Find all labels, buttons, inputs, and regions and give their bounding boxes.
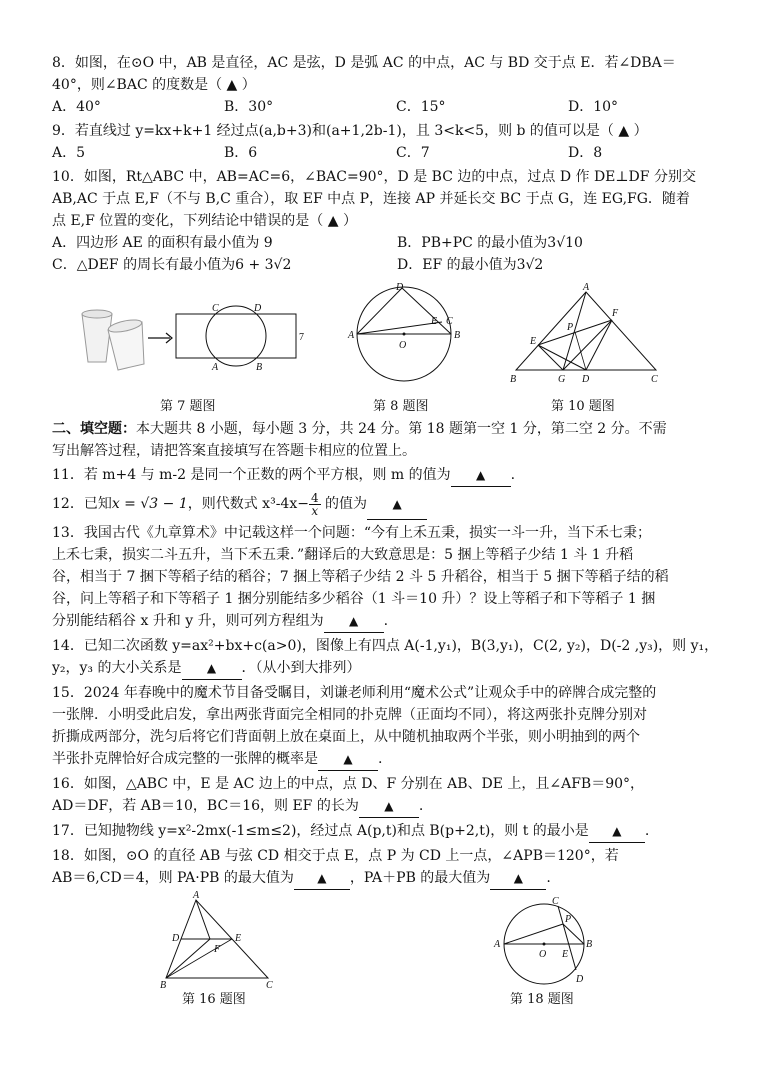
fig10-label-c: C <box>651 374 658 385</box>
q15-line1: 15．2024 年春晚中的魔术节目备受瞩目，刘谦老师利用“魔术公式”让观众手中的碎牌合成完整的 <box>52 685 657 701</box>
q13-line5 <box>52 610 712 633</box>
q13-line5-text: 分别能结稻谷 x 升和 y 升，则可列方程组为 <box>52 613 324 629</box>
fig16-label-a: A <box>193 890 200 901</box>
q18-line2 <box>52 867 712 890</box>
fig8-label-e: E <box>431 316 438 327</box>
q13-line4: 谷，问上等稻子和下等稻子 1 捆分别能结多少稻谷（1 斗＝10 升）？设上等稻子和下等稻子 1 捆 <box>52 591 656 607</box>
q13-answer-blank: ▲ <box>324 610 384 633</box>
fig8-label-d: D <box>396 282 404 293</box>
q8-option-a: A．40° <box>52 99 101 115</box>
fig8-label-b: B <box>454 330 461 341</box>
fig7-label-b: B <box>256 362 263 373</box>
q10-line1: 10．如图，Rt△ABC 中，AB=AC=6，∠BAC=90°，D 是 BC 边的中点，过点 D 作 DE⊥DF 分别交 <box>52 169 696 185</box>
figures-row-2-svg <box>0 890 760 990</box>
fig8-caption: 第 8 题图 <box>373 399 429 414</box>
q15-line4-text: 半张扑克牌恰好合成完整的一张牌的概率是 <box>52 751 318 767</box>
fig10-label-p: P <box>567 322 574 333</box>
q18-end: . <box>546 870 551 886</box>
q16-line2-pre: AD＝DF，若 AB＝10，BC＝16，则 EF 的长为 <box>52 798 359 814</box>
q8-line2: 40°，则∠BAC 的度数是（ ▲ ） <box>52 77 256 93</box>
fig18-label-o: O <box>539 949 547 960</box>
q12-mid: ，则代数式 x³-4x− <box>187 496 309 512</box>
q12-expr: x = √3 − 1 <box>111 496 188 512</box>
q18-line2-mid: ，PA＋PB 的最大值为 <box>349 870 491 886</box>
fig18-label-p: P <box>565 914 572 925</box>
fig18-label-a: A <box>494 939 501 950</box>
figures-row-1 <box>0 282 760 417</box>
q16-end: . <box>418 798 424 814</box>
q10-line2: AB,AC 于点 E,F（不与 B,C 重合），取 EF 中点 P，连接 AP 并延长交 BC 于点 G，连 EG,FG．随着 <box>52 191 690 207</box>
q13-line2: 上禾七秉，损实二斗五升，当下禾五秉．”翻译后的大致意思是：5 捆上等稻子少结 1 斗 1 升稻 <box>52 547 634 563</box>
q10-options-row2 <box>52 254 712 276</box>
fig10-label-e: E <box>530 336 537 347</box>
fig7-label-c: C <box>212 303 219 314</box>
q8-option-b: B．30° <box>224 99 274 115</box>
q10-option-d: D．EF 的最小值为3√2 <box>397 257 544 273</box>
q18-line1: 18．如图，⊙O 的直径 AB 与弦 CD 相交于点 E，点 P 为 CD 上一点，∠APB＝120°，若 <box>52 848 619 864</box>
q17-answer-blank: ▲ <box>589 820 645 843</box>
q9-line1: 9．若直线过 y=kx+k+1 经过点(a,b+3)和(a+1,2b-1)，且 3<k<5，则 b 的值可以是（ ▲ ） <box>52 123 648 139</box>
q14-line2-pre: y₂，y₃ 的大小关系是 <box>52 660 182 676</box>
q8-line1: 8．如图，在⊙O 中，AB 是直径，AC 是弦，D 是弧 AC 的中点，AC 与 BD 交于点 E．若∠DBA＝ <box>52 55 676 71</box>
q14-line1: 14．已知二次函数 y=ax²+bx+c(a>0)，图像上有四点 A(-1,y₁)，B(3,y₁)，C(2, y₂)，D(-2 ,y₃)，则 y₁， <box>52 638 719 654</box>
q14-line2 <box>52 657 712 680</box>
fig10-label-g: G <box>558 374 566 385</box>
q16-answer-blank: ▲ <box>359 795 419 818</box>
fig7-label-a: A <box>212 362 219 373</box>
fig7-rectangle <box>176 314 296 358</box>
q10-line3: 点 E,F 位置的变化，下列结论中错误的是（ ▲ ） <box>52 213 357 229</box>
fig10-label-f: F <box>612 308 619 319</box>
q17-text: 17．已知抛物线 y=x²-2mx(-1≤m≤2)，经过点 A(p,t)和点 B(p+2,t)，则 t 的最小是 <box>52 823 589 839</box>
q12-fraction <box>309 492 321 517</box>
section2-title: 二、填空题： <box>52 421 136 437</box>
q9-option-a: A．5 <box>52 145 86 161</box>
figure-7 <box>0 282 760 392</box>
q15-line2: 一张牌．小明受此启发，拿出两张背面完全相同的扑克牌（正面均不同），将这两张扑克牌分别对 <box>52 707 647 723</box>
fig16-caption: 第 16 题图 <box>182 992 246 1007</box>
fig10-caption: 第 10 题图 <box>551 399 615 414</box>
section2-line2: 写出解答过程，请把答案直接填写在答题卡相应的位置上。 <box>52 443 416 459</box>
figure-8 <box>347 282 460 381</box>
figure-18 <box>493 896 592 985</box>
exam-page-lower <box>52 418 719 890</box>
q10-option-c: C．△DEF 的周长有最小值为6 + 3√2 <box>52 257 292 273</box>
q16-line2 <box>52 795 712 818</box>
fig8-label-o: O <box>399 340 407 351</box>
fig7-circle <box>206 306 266 366</box>
fig16-label-c: C <box>266 980 273 990</box>
q9-options <box>52 142 712 164</box>
q8-option-c: C．15° <box>396 99 446 115</box>
section2-line1 <box>52 418 712 440</box>
q15-end: . <box>378 751 383 767</box>
fig10-label-b: B <box>510 374 517 385</box>
q14-answer-blank: ▲ <box>182 657 242 680</box>
fig10-label-a: A <box>583 282 590 293</box>
fig18-label-e: E <box>562 949 569 960</box>
figures-row-2 <box>0 890 760 1010</box>
q11-end: . <box>510 467 516 483</box>
q11 <box>52 464 712 487</box>
paper-cups-icon <box>82 310 144 370</box>
fig16-label-d: D <box>172 933 180 944</box>
q15-answer-blank: ▲ <box>318 748 378 771</box>
q13-line3: 谷，相当于 7 捆下等稻子结的稻谷；7 捆上等稻子少结 2 斗 5 升稻谷，相当于 5 捆下等稻子结的稻 <box>52 569 669 585</box>
q8-options <box>52 96 712 118</box>
fig7-label-7: 7 <box>299 332 304 343</box>
fig8-label-a: A <box>348 330 355 341</box>
fig16-label-e: E <box>235 933 242 944</box>
q12-frac-den: x <box>311 503 319 518</box>
q18-line2-pre: AB＝6,CD＝4，则 PA·PB 的最大值为 <box>52 870 294 886</box>
fig18-caption: 第 18 题图 <box>510 992 574 1007</box>
q9-option-b: B．6 <box>224 145 258 161</box>
q14-line2-post: ．（从小到大排列） <box>241 660 361 676</box>
fig7-caption: 第 7 题图 <box>160 399 216 414</box>
q15-line4 <box>52 748 712 771</box>
q12-answer-blank: ▲ <box>367 489 427 520</box>
fig10-label-d: D <box>582 374 590 385</box>
q13-end: . <box>383 613 389 629</box>
q12-pre: 12．已知 <box>52 496 112 512</box>
figure-16 <box>160 890 273 990</box>
q9-option-c: C．7 <box>396 145 430 161</box>
q17 <box>52 820 712 843</box>
arrow-icon <box>148 333 172 343</box>
q17-end: . <box>644 823 650 839</box>
figure-10 <box>510 282 658 385</box>
q13-line1: 13．我国古代《九章算术》中记载这样一个问题：“今有上禾五秉，损实一斗一升，当下禾七秉； <box>52 525 651 541</box>
section2-line1-text: 本大题共 8 小题，每小题 3 分，共 24 分。第 18 题第一空 1 分，第二空 2 分。不需 <box>136 421 667 437</box>
q16-line1: 16．如图，△ABC 中，E 是 AC 边上的中点，点 D、F 分别在 AB、DE 上，且∠AFB＝90°， <box>52 776 645 792</box>
q15-line3: 折撕成两部分，洗匀后将它们背面朝上放在桌面上，从中随机抽取两个半张，则小明抽到的两个 <box>52 729 640 745</box>
fig18-label-d: D <box>576 974 584 985</box>
q10-option-b: B．PB+PC 的最小值为3√10 <box>397 235 583 251</box>
q18-answer-blank-1: ▲ <box>294 867 350 890</box>
q12-frac-num: 4 <box>310 490 319 505</box>
fig18-label-c: C <box>552 896 559 907</box>
fig18-label-b: B <box>586 939 593 950</box>
q11-answer-blank: ▲ <box>451 464 511 487</box>
q9-option-d: D．8 <box>568 145 603 161</box>
q8-option-d: D．10° <box>568 99 619 115</box>
exam-page <box>52 50 712 276</box>
fig16-label-b: B <box>160 980 167 990</box>
q18-answer-blank-2: ▲ <box>490 867 546 890</box>
fig16-label-f: F <box>214 944 221 955</box>
fig8-label-c: C <box>446 316 453 327</box>
q11-text: 11．若 m+4 与 m-2 是同一个正数的两个平方根，则 m 的值为 <box>52 467 451 483</box>
q10-options-row1 <box>52 232 712 254</box>
fig7-label-d: D <box>254 303 262 314</box>
q10-option-a: A．四边形 AE 的面积有最小值为 9 <box>52 235 273 251</box>
q12-post: 的值为 <box>320 496 368 512</box>
q12 <box>52 489 712 520</box>
